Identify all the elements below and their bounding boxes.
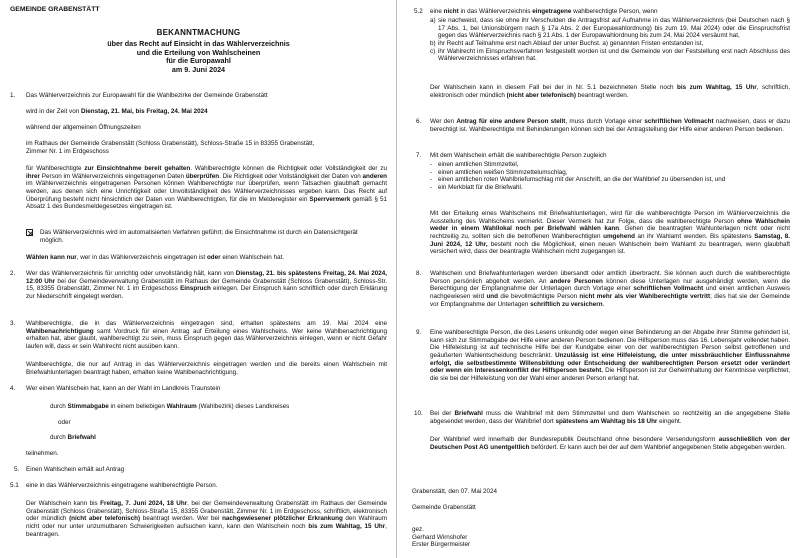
section-10-post-ag: Der Wahlbrief wird innerhalb der Bundesrepublik Deutschland ohne besondere Versendungsform ausschließlich von der Deutschen Post AG unentgeltlich befördert. Er kann auch bei der auf dem Wahlbrief angegebenen Stelle abgegeben werden. [430,436,791,451]
announcement-subtitle [10,40,387,75]
section-5-2-deadline: Der Wahlschein kann in diesem Fall bei der in Nr. 5.1 bezeichneten Stelle noch bis zum Wahltag, 15 Uhr, schriftlich, elektronisch oder mündlich (nicht aber telefonisch) beantragt werden. [430,84,790,99]
section-4-or: oder [58,419,71,426]
section-number: 5. [14,466,20,473]
section-5-intro: Einen Wahlschein erhält auf Antrag [26,466,125,473]
place-date: Grabenstätt, den 07. Mai 2024 [412,488,498,495]
section-3-note: Wahlberechtigte, die nur auf Antrag in das Wählerverzeichnis eingetragen werden und die bereits einen Wahlschein mit Briefwahlunterlagen beantragt haben, erhalten keine Wahlbenachrichtigung. [26,361,387,376]
section-number: 10. [414,410,423,417]
checked-box-icon [26,229,33,236]
issuer: Gemeinde Grabenstätt [412,504,476,511]
list-item: - einen amtlichen weißen Stimmzettelumschlag, [430,168,568,176]
section-7-list [430,161,790,192]
list-item: - einen amtlichen roten Wahlbriefumschlag mit der Anschrift, an die der Wahlbrief zu übersenden ist, und [430,176,726,184]
section-7-intro: Mit dem Wahlschein erhält die wahlberechtigte Person zugleich [430,152,607,159]
section-1-details: für Wahlberechtigte zur Einsichtnahme bereit gehalten. Wahlberechtigte können die Richtigkeit oder Vollständigkeit der zu ihrer Person im Wählerverzeichnis eingetragenen Daten überprüfen. Die Richtigkeit oder Vollständigkeit der Daten von anderen im Wählerverzeichnis eingetragenen Personen können Wahlberechtigte nur überprüfen, wenn Tatsachen glaubhaft gemacht werden, aus denen sich eine Unrichtigkeit oder Unvollständigkeit des Wählerverzeichnisses ergeben kann. Das Recht auf Überprüfung besteht nicht hinsichtlich der Daten von Wahlberechtigten, für die im Melderegister ein Sperrvermerk gemäß § 51 Absatz 1 des Bundesmeldegesetzes eingetragen ist. [26,165,388,211]
announcement-title: BEKANNTMACHUNG [156,28,241,37]
section-number: 3. [10,320,16,327]
signer-title: Erster Bürgermeister [412,541,471,549]
section-3-notification: Wahlberechtigte, die in das Wählerverzeichnis eingetragen sind, erhalten spätestens am 19. Mai 2024 eine Wahlbenachrichtigung samt Vordruck für einen Antrag auf Erteilung eines Wahlscheins. Wer keine Wahlbenachrichtigung erhalten hat, aber glaubt, wahlberechtigt zu sein, muss Einspruch gegen das Wählerverzeichnis einlegen, wenn er nicht Gefahr laufen will, dass er sein Wahlrecht nicht ausüben kann. [26,320,387,351]
list-item: - ein Merkblatt für die Briefwahl. [430,184,523,192]
section-number: 9. [416,329,422,336]
municipality-name: GEMEINDE GRABENSTÄTT [10,6,100,13]
list-item: a) sie nachweist, dass sie ohne ihr Verschulden die Antragsfrist auf Aufnahme in das Wählerverzeichnis (bei Deutschen nach § 17 Abs. 1, bei Unionsbürgern nach § 17a Abs. 2 der Europawahlordnung) bis zum 19. Mai 2024) oder die Einspruchsfrist gegen das Wählerverzeichnis nach § 21 Abs. 1 der Europawahlordnung bis zum 24. Mai 2024 versäumt hat, [430,17,790,40]
section-4-participate: teilnehmen. [26,450,59,457]
section-1-intro: Das Wählerverzeichnis zur Europawahl für die Wahlbezirke der Gemeinde Grabenstätt [26,92,268,99]
subtitle-line: am 9. Juni 2024 [171,64,226,74]
section-1-hours: während der allgemeinen Öffnungszeiten [26,124,141,131]
section-1-period: wird in der Zeit von Dienstag, 21. Mai, bis Freitag, 24. Mai 2024 [26,108,208,115]
section-number: 4. [10,385,16,392]
section-1-electronic-note: Das Wählerverzeichnis wird im automatisierten Verfahren geführt; die Einsichtnahme ist durch ein Datensichtgerät möglich. [40,229,358,244]
section-number: 1. [10,92,16,99]
list-item: b) ihr Recht auf Teilnahme erst nach Ablauf der unter Buchst. a) genannten Fristen entstanden ist, [430,40,704,48]
section-number: 8. [416,270,422,277]
section-10-postal: Bei der Briefwahl muss die Wahlbrief mit dem Stimmzettel und dem Wahlschein so rechtzeitig an die angegebene Stelle abgesendet werden, dass der Wahlbrief dort spätestens am Wahltag bis 18 Uhr eingeht. [430,410,790,425]
section-5-2-conditions [430,17,790,63]
section-9-assistance: Eine wahlberechtigte Person, die des Lesens unkundig oder wegen einer Behinderung an der Abgabe ihrer Stimme gehindert ist, kann sich zur Stimmabgabe der Hilfe einer anderen Person bedienen. Die Hilfsperson muss das 16. Lebensjahr vollendet haben. Die Hilfeleistung ist auf technische Hilfe bei der Kundgabe einer von der wahlberechtigten Person selbst getroffenen und geäußerten Wahlentscheidung beschränkt. Unzulässig ist eine Hilfeleistung, die unter missbräuchlicher Einflussnahme erfolgt, die selbstbestimmte Willensbildung oder Entscheidung der wahlberechtigten Person ersetzt oder verändert oder wenn ein Interessenkonflikt der Hilfsperson besteht. Die Hilfsperson ist zur Geheimhaltung der Kenntnisse verpflichtet, die sie bei der Hilfeleistung von der Wahl einer anderen Person erlangt hat. [430,329,790,383]
signature-block [412,526,470,549]
list-item: c) ihr Wahlrecht im Einspruchsverfahren festgestellt worden ist und die Gemeinde von der Feststellung erst nach Abschluss des Wählerverzeichnisses erfahren hat. [430,47,790,63]
section-5-1-intro: eine in das Wählerverzeichnis eingetragene wahlberechtigte Person. [26,482,218,489]
page-divider [396,0,397,558]
section-number: 7. [416,152,422,159]
section-7-details: Mit der Erteilung eines Wahlscheins mit Briefwahlunterlagen, wird für die wahlberechtigte Person im Wählerverzeichnis die Ausstellung des Wahlscheins vermerkt. Dieser Vermerk hat zur Folge, dass die wahlberechtigte Person ohne Wahlschein weder in einem Wahllokal noch per Briefwahl wählen kann. Gehen die beantragten Wahlunterlagen nicht oder nicht rechtzeitig zu, sollten sich die betroffenen Wahlberechtigten umgehend an ihr Wahlamt wenden. Bis spätestens Samstag, 8. Juni 2024, 12 Uhr, besteht noch die Möglichkeit, einen neuen Wahlschein beim Wahlamt zu beantragen, wenn glaubhaft versichert wird, dass der beantragte Wahlschein nicht zugegangen ist. [430,210,791,256]
section-5-1-details: Der Wahlschein kann bis Freitag, 7. Juni 2024, 18 Uhr, bei der Gemeindeverwaltung Grabenstätt im Rathaus der Gemeinde Grabenstätt (Schloss Grabenstätt), Schloss-Straße 15, 83355 Grabenstätt, Zimmer Nr. 1 im Erdgeschoss, schriftlich, elektronisch oder mündlich (nicht aber telefonisch) beantragt werden. Wer bei nachgewiesener plötzlicher Erkrankung den Wahlraum nicht oder nur unter unzumutbaren Schwierigkeiten aufsuchen kann, kann den Wahlschein noch bis zum Wahltag, 15 Uhr, beantragen. [26,500,388,538]
section-4-option-postal: durch Briefwahl [50,434,96,441]
section-number: 5.2 [414,8,423,15]
section-6-proxy: Wer den Antrag für eine andere Person stellt, muss durch Vorlage einer schriftlichen Vollmacht nachweisen, dass er dazu berechtigt ist. Wahlberechtigte mit Behinderungen können sich bei der Antragstellung der Hilfe einer anderen Person bedienen. [430,118,790,133]
signed-mark: gez. [412,526,424,533]
section-8-delivery: Wahlschein und Briefwahlunterlagen werden übersandt oder amtlich überbracht. Sie können auch durch die wahlberechtigte Person persönlich abgeholt werden. An andere Personen können diese Unterlagen nur ausgehändigt werden, wenn die Berechtigung der Empfangnahme der Unterlagen durch Vorlage einer schriftlichen Vollmacht und einen amtlichen Ausweis nachgewiesen wird und die bevollmächtigte Person nicht mehr als vier Wahlberechtigte vertritt; dies hat sie der Gemeinde vor Empfangnahme der Unterlagen schriftlich zu versichern. [430,270,790,308]
section-4-intro: Wer einen Wahlschein hat, kann an der Wahl im Landkreis Traunstein [26,385,221,392]
subtitle-line: für die Europawahl [166,56,231,66]
section-1-eligibility: Wählen kann nur, wer in das Wählerverzeichnis eingetragen ist oder einen Wahlschein hat. [26,254,285,261]
section-2-objection: Wer das Wählerverzeichnis für unrichtig oder unvollständig hält, kann von Dienstag, 21. bis spätestens Freitag, 24. Mai 2024, 12:00 Uhr bei der Gemeindeverwaltung Grabenstätt im Rathaus der Gemeinde Grabenstätt (Schloss Grabenstätt), Schloss-Str. 15, 83355 Grabenstätt, Zimmer Nr. 1 im Erdgeschoss Einspruch einlegen. Der Einspruch kann schriftlich oder durch Erklärung zur Niederschrift eingelegt werden. [26,270,388,301]
section-number: 6. [416,118,422,125]
section-number: 2. [10,270,16,277]
subtitle-line: und die Erteilung von Wahlscheinen [136,47,261,57]
section-4-option-polling: durch Stimmabgabe in einem beliebigen Wahlraum (Wahlbezirk) dieses Landkreises [50,403,290,410]
section-1-location: im Rathaus der Gemeinde Grabenstätt (Schloss Grabenstätt), Schloss-Straße 15 in 83355 Grabenstätt, Zimmer Nr. 1 im Erdgeschoss [26,140,315,155]
section-number: 5.1 [10,482,19,489]
subtitle-line: über das Recht auf Einsicht in das Wählerverzeichnis [107,39,290,48]
signer-name: Gerhard Wirnshofer [412,533,468,541]
section-5-2-intro: eine nicht in das Wählerverzeichnis eingetragene wahlberechtigte Person, wenn [430,8,658,15]
list-item: - einen amtlichen Stimmzettel, [430,161,519,168]
